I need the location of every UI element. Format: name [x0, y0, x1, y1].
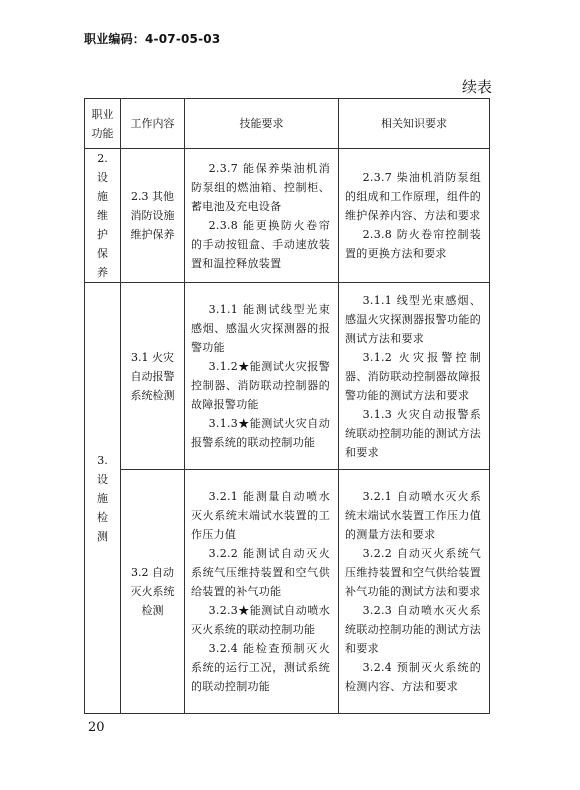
table-row: [85, 149, 490, 283]
skill-item: 3.1.3★能测试火灾自动报警系统的联动控制功能: [191, 417, 330, 449]
skill-item: 2.3.8 能更换防火卷帘的手动按钮盒、手动速放装置和温控释放装置: [191, 218, 330, 270]
knowledge-item: 3.2.1 自动喷水灭火系统末端试水装置工作压力值的测量方法和要求: [345, 490, 481, 541]
skill-item: 3.2.2 能测试自动灭火系统气压维持装置和空气供给装置的补气功能: [191, 547, 330, 598]
knowledge-item: 3.2.3 自动喷水灭火系统联动控制功能的测试方法和要求: [345, 604, 481, 655]
work-content-cell: 2.3 其他 消防设施 维护保养: [121, 149, 185, 283]
header-knowledge-requirements: 相关知识要求: [339, 99, 490, 149]
knowledge-item: 3.1.3 火灾自动报警系统联动控制功能的测试方法和要求: [345, 407, 481, 459]
occupation-code: 职业编码：4-07-05-03: [84, 32, 221, 46]
knowledge-item: 3.1.1 线型光束感烟、感温火灾探测器报警功能的测试方法和要求: [345, 293, 481, 345]
skill-item: 3.2.1 能测量自动喷水灭火系统末端试水装置的工作压力值: [191, 490, 330, 541]
knowledge-item: 3.1.2 火灾报警控制器、消防联动控制器故障报警功能的测试方法和要求: [345, 350, 481, 402]
skill-item: 2.3.7 能保养柴油机消防泵组的燃油箱、控制柜、蓄电池及充电设备: [191, 161, 330, 213]
skill-item: 3.2.3★能测试自动喷水灭火系统的联动控制功能: [191, 604, 330, 636]
skill-item: 3.1.2★能测试火灾报警控制器、消防联动控制器的故障报警功能: [191, 360, 330, 411]
table-row: [85, 470, 490, 714]
work-content-cell: 3.2 自动 灭火系统 检测: [121, 470, 185, 714]
knowledge-item: 2.3.8 防火卷帘控制装置的更换方法和要求: [345, 228, 481, 260]
skill-requirements-cell: [185, 283, 339, 470]
knowledge-requirements-cell: [339, 149, 490, 283]
skill-item: 3.2.4 能检查预制灭火系统的运行工况，测试系统的联动控制功能: [191, 642, 330, 693]
header-skill-requirements: 技能要求: [185, 99, 339, 149]
page-number: 20: [88, 720, 105, 735]
header-work-content: 工作内容: [121, 99, 185, 149]
knowledge-item: 3.2.4 预制灭火系统的检测内容、方法和要求: [345, 661, 481, 693]
continued-table-label: 续表: [461, 78, 492, 96]
knowledge-requirements-cell: [339, 283, 490, 470]
function-cell-testing: 3. 设 施 检 测: [85, 283, 121, 714]
table-row: [85, 283, 490, 470]
skill-standard-table: [84, 98, 490, 714]
skill-item: 3.1.1 能测试线型光束感烟、感温火灾探测器的报警功能: [191, 303, 330, 354]
knowledge-item: 2.3.7 柴油机消防泵组的组成和工作原理，组件的维护保养内容、方法和要求: [345, 171, 481, 222]
knowledge-requirements-cell: [339, 470, 490, 714]
function-cell-maintenance: 2. 设 施 维 护 保 养: [85, 149, 121, 283]
knowledge-item: 3.2.2 自动灭火系统气压维持装置和空气供给装置补气功能的测试方法和要求: [345, 547, 481, 598]
skill-requirements-cell: [185, 149, 339, 283]
header-occupation-function: 职业 功能: [85, 99, 121, 149]
work-content-cell: 3.1 火灾 自动报警 系统检测: [121, 283, 185, 470]
skill-requirements-cell: [185, 470, 339, 714]
table-header-row: [85, 99, 490, 149]
